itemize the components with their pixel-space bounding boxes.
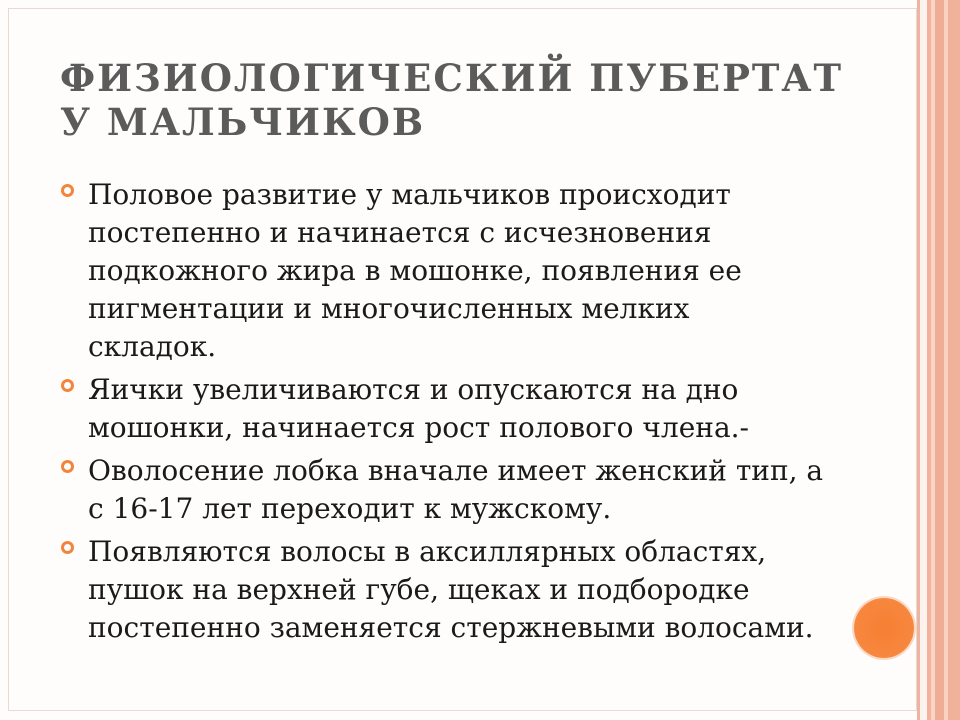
slide-title-line: У МАЛЬЧИКОВ [60, 100, 426, 144]
bullet-text-line: мошонки, начинается рост полового члена.- [88, 411, 749, 444]
bullet-item [88, 452, 908, 528]
ring-bullet-icon [61, 379, 74, 392]
bullet-text-line: постепенно и начинается с исчезновения [88, 216, 712, 249]
ring-bullet-icon [61, 541, 74, 554]
bullet-text-line: пигментации и многочисленных мелких [88, 292, 690, 325]
bullet-text-line: Появляются волосы в аксиллярных областях, [88, 535, 767, 568]
bullet-text-line: Яички увеличиваются и опускаются на дно [88, 373, 739, 406]
bullet-text-line: подкожного жира в мошонке, появления ее [88, 254, 742, 287]
bullet-item [88, 176, 908, 366]
bullet-text-line: складок. [88, 330, 217, 363]
orange-circle-icon [854, 598, 914, 658]
bullet-item [88, 371, 908, 447]
bullet-item [88, 533, 908, 647]
slide-title-line: ФИЗИОЛОГИЧЕСКИЙ ПУБЕРТАТ [60, 56, 844, 100]
bullet-text-line: Оволосение лобка вначале имеет женский тип, а [88, 454, 824, 487]
ring-bullet-icon [61, 184, 74, 197]
bullet-list [88, 176, 908, 647]
bullet-text-line: постепенно заменяется стержневыми волосами. [88, 611, 814, 644]
ring-bullet-icon [61, 460, 74, 473]
bullet-text-line: Половое развитие у мальчиков происходит [88, 178, 731, 211]
slide-title [60, 56, 843, 144]
bullet-text-line: пушок на верхней губе, щеках и подбородке [88, 573, 750, 606]
decorative-stripes [917, 0, 960, 720]
bullet-text-line: с 16-17 лет переходит к мужскому. [88, 492, 612, 525]
